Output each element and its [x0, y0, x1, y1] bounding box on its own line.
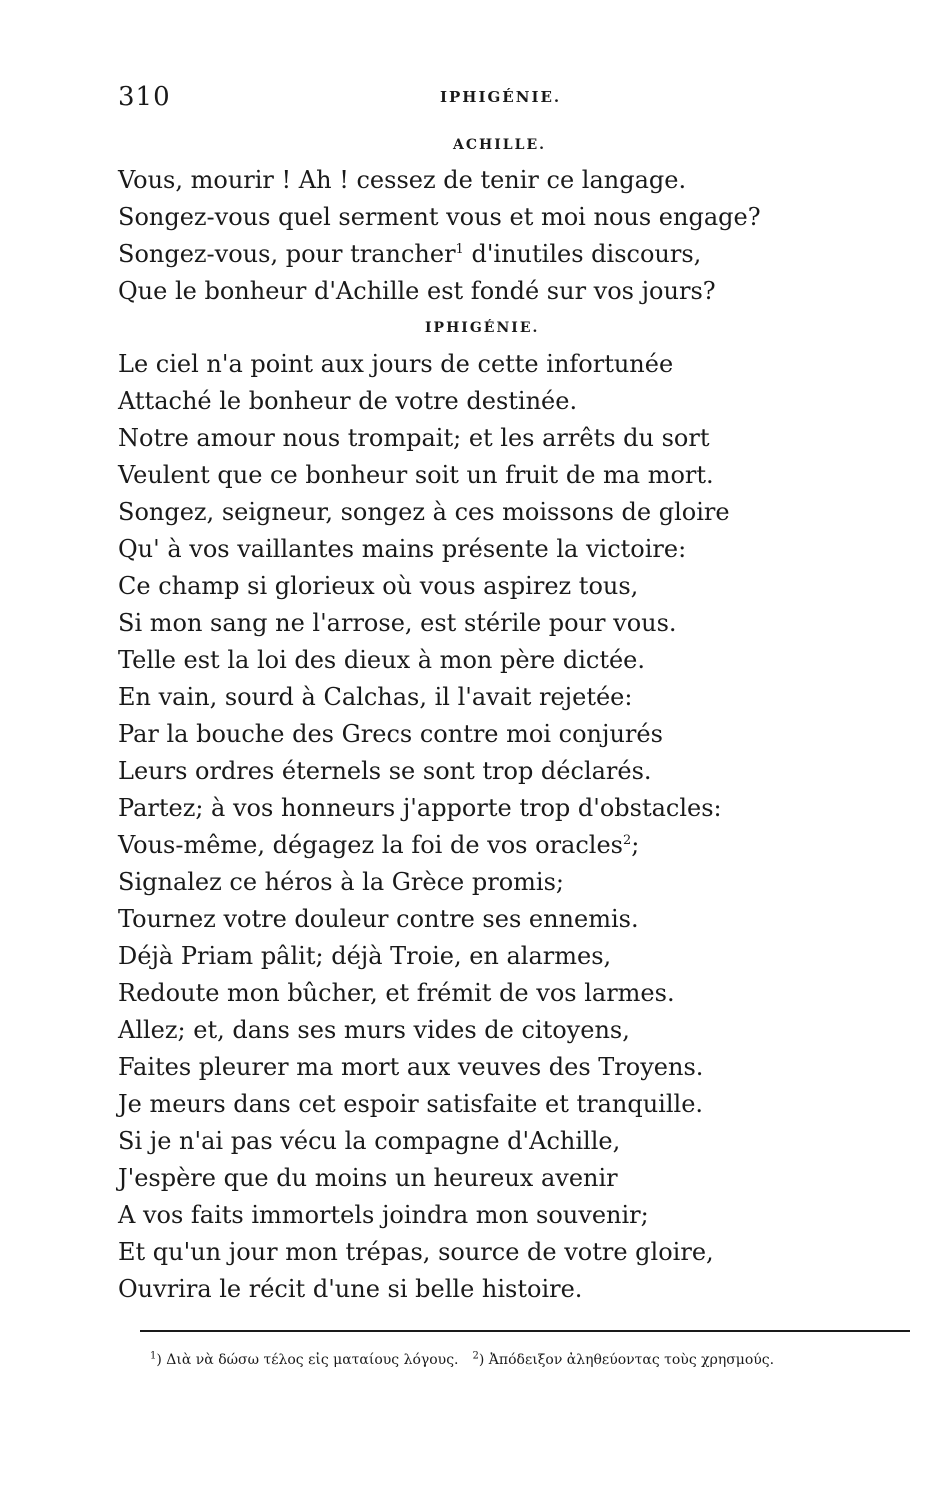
footnote-paren: )	[156, 1352, 167, 1368]
verse-line: Allez; et, dans ses murs vides de citoyens,	[118, 1016, 630, 1044]
footnote-number: 1	[150, 1350, 157, 1362]
verse-line: Si je n'ai pas vécu la compagne d'Achille,	[118, 1127, 621, 1155]
footnotes	[150, 1352, 910, 1368]
verse-line: Ouvrira le récit d'une si belle histoire.	[118, 1275, 583, 1303]
footnote-number: 2	[472, 1350, 479, 1362]
page-header	[118, 82, 818, 112]
verse-line: Signalez ce héros à la Grèce promis;	[118, 868, 564, 896]
verse-line: Partez; à vos honneurs j'apporte trop d'obstacles:	[118, 794, 722, 822]
verse-line: J'espère que du moins un heureux avenir	[118, 1164, 618, 1192]
page-number: 310	[118, 82, 171, 112]
verse-block-achille	[118, 162, 761, 310]
verse-block-iphigenie	[118, 346, 730, 1308]
verse-line: Notre amour nous trompait; et les arrêts du sort	[118, 424, 710, 452]
verse-line: Qu' à vos vaillantes mains présente la victoire:	[118, 535, 687, 563]
verse-line: Le ciel n'a point aux jours de cette infortunée	[118, 350, 674, 378]
footnote-item	[150, 1352, 458, 1368]
verse-text: d'inutiles discours,	[463, 240, 702, 268]
running-head: IPHIGÉNIE.	[440, 88, 562, 106]
verse-line: Attaché le bonheur de votre destinée.	[118, 387, 578, 415]
verse-line: Songez, seigneur, songez à ces moissons de gloire	[118, 498, 730, 526]
verse-text: Songez-vous, pour trancher	[118, 240, 456, 268]
verse-line: Redoute mon bûcher, et frémit de vos larmes.	[118, 979, 675, 1007]
footnote-paren: )	[478, 1352, 489, 1368]
verse-line: Vous, mourir ! Ah ! cessez de tenir ce langage.	[118, 166, 687, 194]
verse-line: Et qu'un jour mon trépas, source de votre gloire,	[118, 1238, 714, 1266]
verse-line: En vain, sourd à Calchas, il l'avait rejetée:	[118, 683, 633, 711]
speaker-achille: ACHILLE.	[453, 137, 547, 153]
footnote-item	[472, 1352, 774, 1368]
verse-line: Tournez votre douleur contre ses ennemis.	[118, 905, 639, 933]
verse-line	[118, 236, 761, 273]
verse-line: Veulent que ce bonheur soit un fruit de ma mort.	[118, 461, 714, 489]
verse-line: Ce champ si glorieux où vous aspirez tous,	[118, 572, 639, 600]
footnote-marker: 2	[622, 833, 632, 848]
verse-line: Par la bouche des Grecs contre moi conjurés	[118, 720, 663, 748]
footnote-rule	[140, 1330, 910, 1332]
speaker-iphigenie: IPHIGÉNIE.	[425, 320, 540, 336]
verse-line: Songez-vous quel serment vous et moi nous engage?	[118, 203, 761, 231]
footnote-text: Διὰ νὰ δώσω τέλος εἰς ματαίους λόγους.	[166, 1352, 459, 1368]
verse-line: Déjà Priam pâlit; déjà Troie, en alarmes,	[118, 942, 612, 970]
verse-line: Faites pleurer ma mort aux veuves des Troyens.	[118, 1053, 704, 1081]
footnote-text: Ἀπόδειξον ἀληθεύοντας τοὺς χρησμούς.	[488, 1352, 775, 1368]
verse-line: A vos faits immortels joindra mon souvenir;	[118, 1201, 649, 1229]
verse-line: Que le bonheur d'Achille est fondé sur vos jours?	[118, 277, 716, 305]
verse-line	[118, 827, 730, 864]
verse-line: Je meurs dans cet espoir satisfaite et tranquille.	[118, 1090, 704, 1118]
footnote-marker: 1	[455, 242, 464, 257]
verse-line: Si mon sang ne l'arrose, est stérile pour vous.	[118, 609, 677, 637]
verse-line: Telle est la loi des dieux à mon père dictée.	[118, 646, 646, 674]
verse-line: Leurs ordres éternels se sont trop déclarés.	[118, 757, 652, 785]
verse-text: Vous-même, dégagez la foi de vos oracles	[118, 831, 623, 859]
verse-text: ;	[631, 831, 640, 859]
